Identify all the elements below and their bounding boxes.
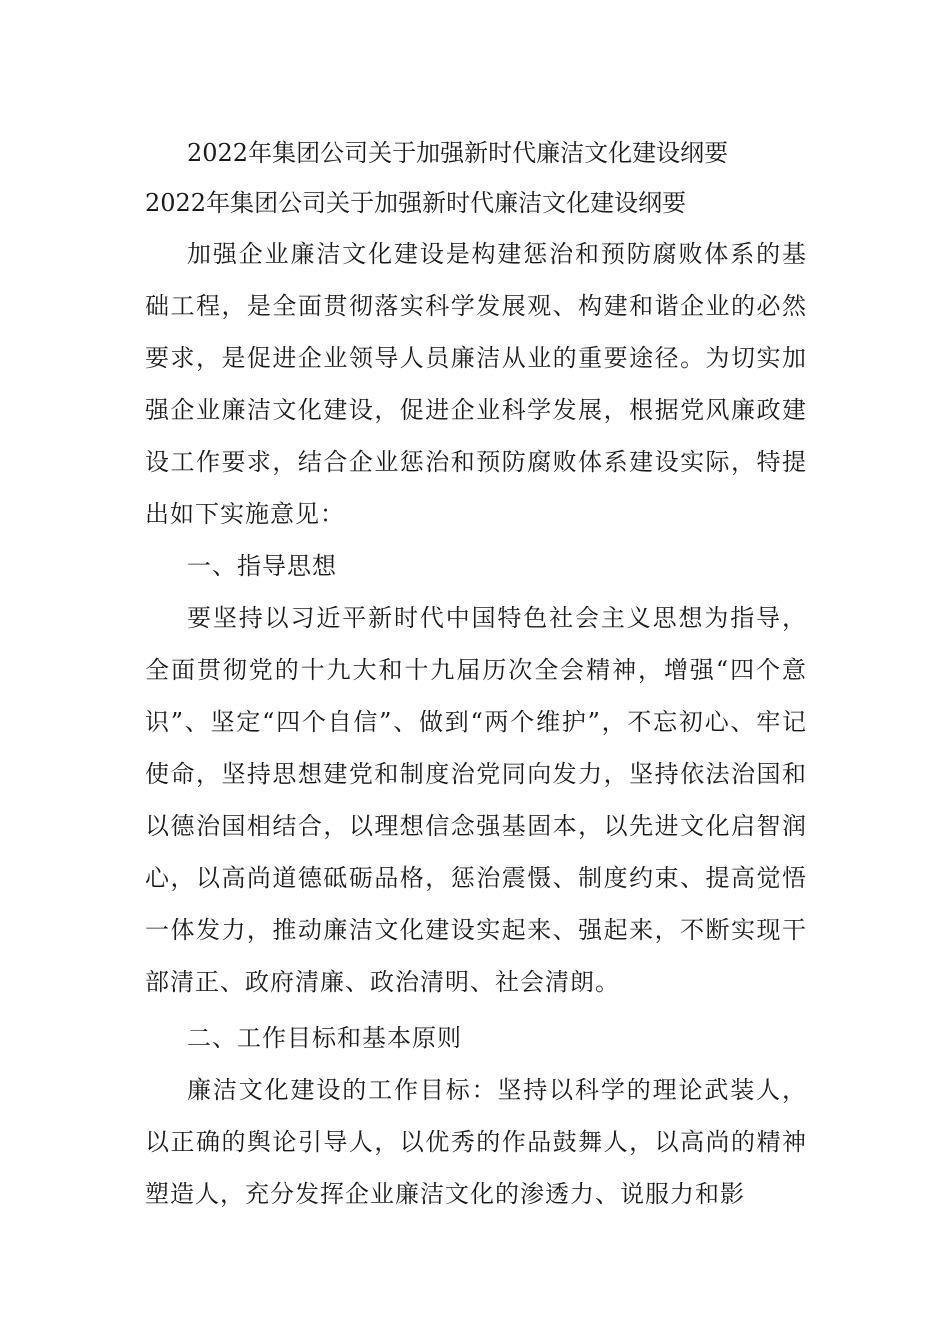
document-title-line-2: 2022年集团公司关于加强新时代廉洁文化建设纲要	[145, 189, 687, 217]
document-page	[145, 128, 807, 1220]
section-2-paragraph: 廉洁文化建设的工作目标：坚持以科学的理论武装人，以正确的舆论引导人，以优秀的作品鼓舞人，以高尚的精神塑造人，充分发挥企业廉洁文化的渗透力、说服力和影	[145, 1076, 807, 1208]
document-title-line-1: 2022年集团公司关于加强新时代廉洁文化建设纲要	[187, 139, 729, 167]
section-1-paragraph: 要坚持以习近平新时代中国特色社会主义思想为指导，全面贯彻党的十九大和十九届历次全会精神，增强“四个意识”、坚定“四个自信”、做到“两个维护”，不忘初心、牢记使命，坚持思想建党和制度治党同向发力，坚持依法治国和以德治国相结合，以理想信念强基固本，以先进文化启智润心，以高尚道德砥砺品格，惩治震慑、制度约束、提高觉悟一体发力，推动廉洁文化建设实起来、强起来，不断实现干部清正、政府清廉、政治清明、社会清朗。	[145, 604, 807, 996]
intro-paragraph: 加强企业廉洁文化建设是构建惩治和预防腐败体系的基础工程，是全面贯彻落实科学发展观、构建和谐企业的必然要求，是促进企业领导人员廉洁从业的重要途径。为切实加强企业廉洁文化建设，促进企业科学发展，根据党风廉政建设工作要求，结合企业惩治和预防腐败体系建设实际，特提出如下实施意见：	[145, 240, 807, 528]
section-2-heading: 二、工作目标和基本原则	[187, 1024, 462, 1052]
section-1-heading: 一、指导思想	[187, 552, 337, 580]
